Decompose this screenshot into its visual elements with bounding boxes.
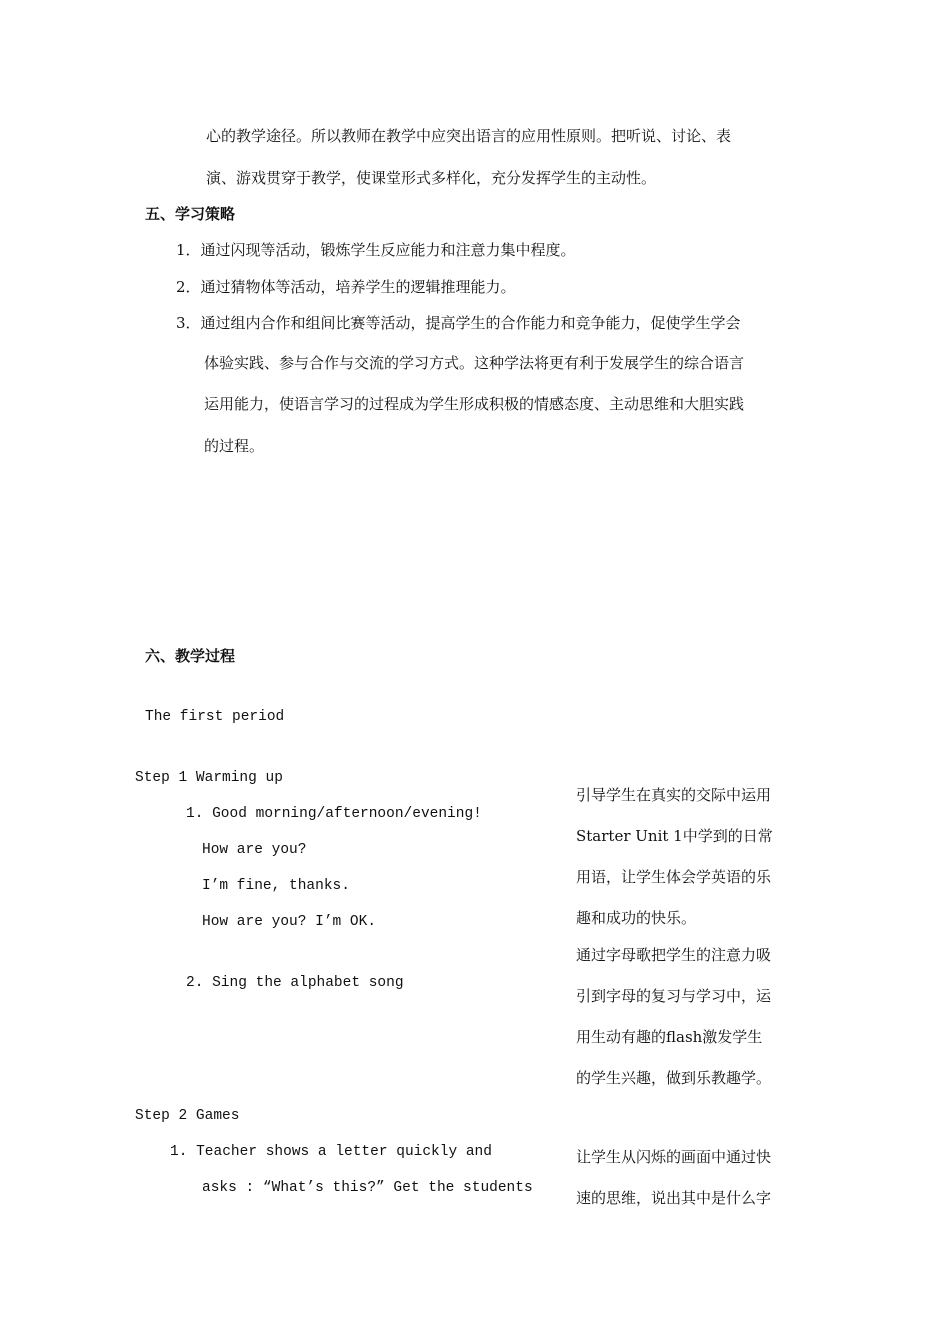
step1-item1-line2: How are you?: [202, 842, 307, 858]
item-number: 3．: [176, 314, 201, 332]
step1-note1-line4: 趣和成功的快乐。: [576, 909, 697, 927]
step1-note2-line4: 的学生兴趣，做到乐教趣学。: [576, 1069, 772, 1087]
step2-note-line1: 让学生从闪烁的画面中通过快: [576, 1148, 772, 1166]
section5-item-3-cont-2: 运用能力，使语言学习的过程成为学生形成积极的情感态度、主动思维和大胆实践: [204, 395, 745, 413]
intro-line-2: 演、游戏贯穿于教学，使课堂形式多样化，充分发挥学生的主动性。: [206, 169, 657, 187]
step2-note-line2: 速的思维，说出其中是什么字: [576, 1189, 772, 1207]
step1-item2: 2. Sing the alphabet song: [186, 975, 404, 991]
section5-item-1: [176, 240, 576, 260]
item-text: 通过组内合作和组间比赛等活动，提高学生的合作能力和竞争能力，促使学生学会: [200, 314, 741, 332]
section5-item-2: [176, 277, 516, 297]
step2-item1-line2: asks : “What’s this?” Get the students: [202, 1180, 533, 1196]
step1-item1-line4: How are you? I’m OK.: [202, 914, 377, 930]
section5-item-3-cont-3: 的过程。: [204, 437, 265, 455]
step1-title: Step 1 Warming up: [135, 770, 283, 786]
item-number: 1．: [176, 241, 201, 259]
item-text: 通过猜物体等活动，培养学生的逻辑推理能力。: [200, 278, 516, 296]
section5-item-3-cont-1: 体验实践、参与合作与交流的学习方式。这种学法将更有利于发展学生的综合语言: [204, 354, 745, 372]
step1-note1-line3: 用语，让学生体会学英语的乐: [576, 868, 772, 886]
step1-note2-line2: 引到字母的复习与学习中，运: [576, 987, 772, 1005]
step1-item1-line1: 1. Good morning/afternoon/evening!: [186, 806, 482, 822]
item-number: 2．: [176, 278, 201, 296]
section5-item-3: [176, 313, 741, 333]
period-title: The first period: [145, 709, 285, 725]
intro-line-1: 心的教学途径。所以教师在教学中应突出语言的应用性原则。把听说、讨论、表: [206, 127, 732, 145]
item-text: 通过闪现等活动，锻炼学生反应能力和注意力集中程度。: [200, 241, 576, 259]
step1-item1-line3: I’m fine, thanks.: [202, 878, 350, 894]
section6-heading: 六、教学过程: [145, 647, 236, 665]
section5-heading: 五、学习策略: [145, 205, 236, 223]
step2-title: Step 2 Games: [135, 1108, 240, 1124]
step2-item1-line1: 1. Teacher shows a letter quickly and: [170, 1144, 492, 1160]
step1-note2-line1: 通过字母歌把学生的注意力吸: [576, 946, 772, 964]
step1-note2-line3: 用生动有趣的flash激发学生: [576, 1028, 763, 1046]
step1-note1-line2: Starter Unit 1中学到的日常: [576, 827, 773, 845]
step1-note1-line1: 引导学生在真实的交际中运用: [576, 786, 772, 804]
